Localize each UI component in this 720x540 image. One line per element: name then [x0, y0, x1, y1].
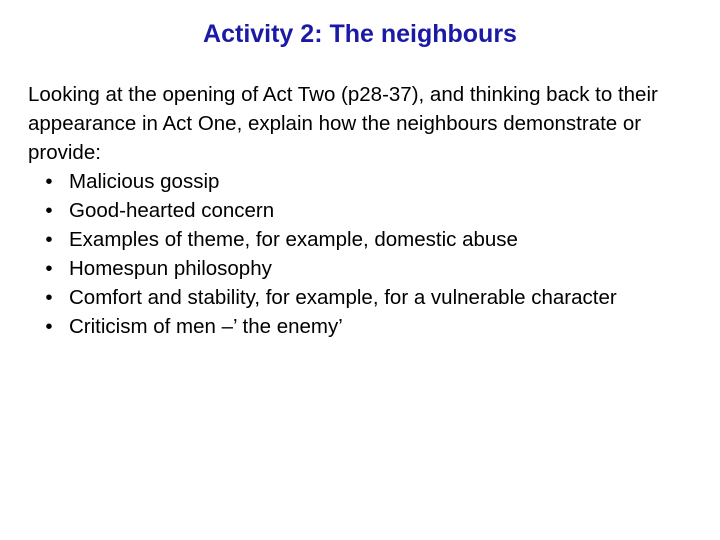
- bullet-icon: •: [45, 286, 53, 309]
- slide-title: Activity 2: The neighbours: [203, 20, 517, 48]
- bullet-icon: •: [45, 257, 53, 280]
- bullet-text: Good-hearted concern: [69, 199, 275, 222]
- bullet-list: [28, 167, 698, 341]
- bullet-icon: •: [45, 228, 53, 251]
- slide-body: [28, 80, 698, 341]
- bullet-text: Malicious gossip: [69, 170, 220, 193]
- list-item: [28, 312, 698, 341]
- list-item: [28, 254, 698, 283]
- list-item: [28, 283, 698, 312]
- bullet-text: Comfort and stability, for example, for a vulnerable character: [69, 286, 617, 309]
- bullet-icon: •: [45, 170, 53, 193]
- list-item: [28, 196, 698, 225]
- bullet-text: Criticism of men –’ the enemy’: [69, 315, 343, 338]
- bullet-icon: •: [45, 199, 53, 222]
- bullet-icon: •: [45, 315, 53, 338]
- intro-text: Looking at the opening of Act Two (p28-37), and thinking back to their appearance in Act One, explain how the neighbours demonstrate or provide:: [28, 83, 658, 164]
- bullet-text: Examples of theme, for example, domestic abuse: [69, 228, 518, 251]
- bullet-text: Homespun philosophy: [69, 257, 272, 280]
- list-item: [28, 225, 698, 254]
- list-item: [28, 167, 698, 196]
